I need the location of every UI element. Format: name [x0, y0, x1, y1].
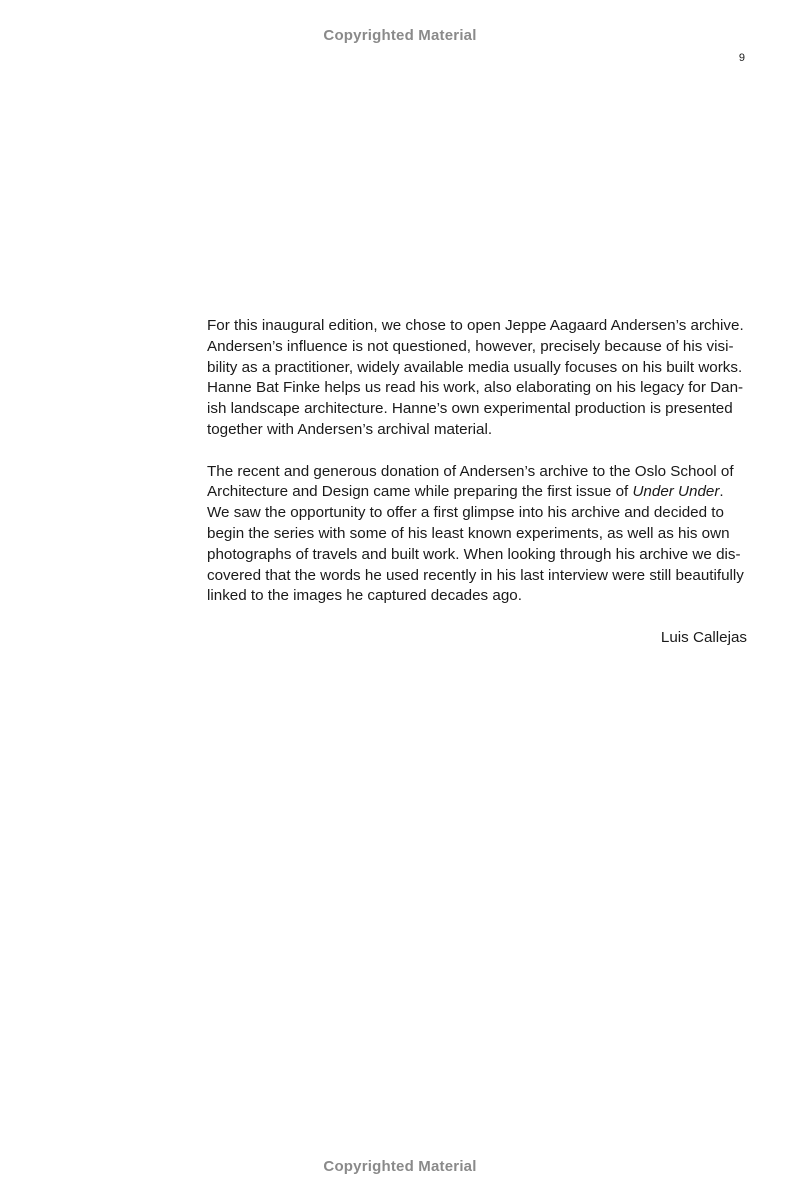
body-text [207, 316, 747, 649]
text-line: linked to the images he captured decades ago. [207, 587, 522, 605]
text-line: We saw the opportunity to offer a first glimpse into his archive and decided to [207, 504, 724, 522]
text-line: photographs of travels and built work. When looking through his archive we dis- [207, 545, 741, 563]
author-signature: Luis Callejas [660, 628, 747, 646]
text-line: Andersen’s influence is not questioned, however, precisely because of his visi- [207, 337, 734, 355]
publication-title: Under Under [632, 483, 720, 501]
text-line: covered that the words he used recently in his last interview were still beautifully [207, 566, 744, 584]
text-line: The recent and generous donation of Andersen’s archive to the Oslo School of [207, 462, 734, 480]
paragraph-1 [207, 316, 747, 441]
text-line-with-title [207, 482, 747, 503]
copyright-watermark-bottom: Copyrighted Material [323, 1158, 477, 1175]
text-line: together with Andersen’s archival material. [207, 420, 493, 438]
text-line: For this inaugural edition, we chose to open Jeppe Aagaard Andersen’s archive. [207, 317, 744, 334]
text-line: ish landscape architecture. Hanne’s own experimental production is presented [207, 400, 733, 418]
text-fragment: . [719, 483, 724, 501]
text-line: Hanne Bat Finke helps us read his work, also elaborating on his legacy for Dan- [207, 379, 744, 397]
copyright-watermark-top: Copyrighted Material [323, 27, 477, 44]
text-line: begin the series with some of his least known experiments, as well as his own [207, 524, 730, 542]
paragraph-2 [207, 462, 747, 608]
text-line: bility as a practitioner, widely available media usually focuses on his built works. [207, 358, 743, 376]
text-fragment: Architecture and Design came while preparing the first issue of [207, 483, 633, 501]
page-number: 9 [738, 52, 745, 64]
